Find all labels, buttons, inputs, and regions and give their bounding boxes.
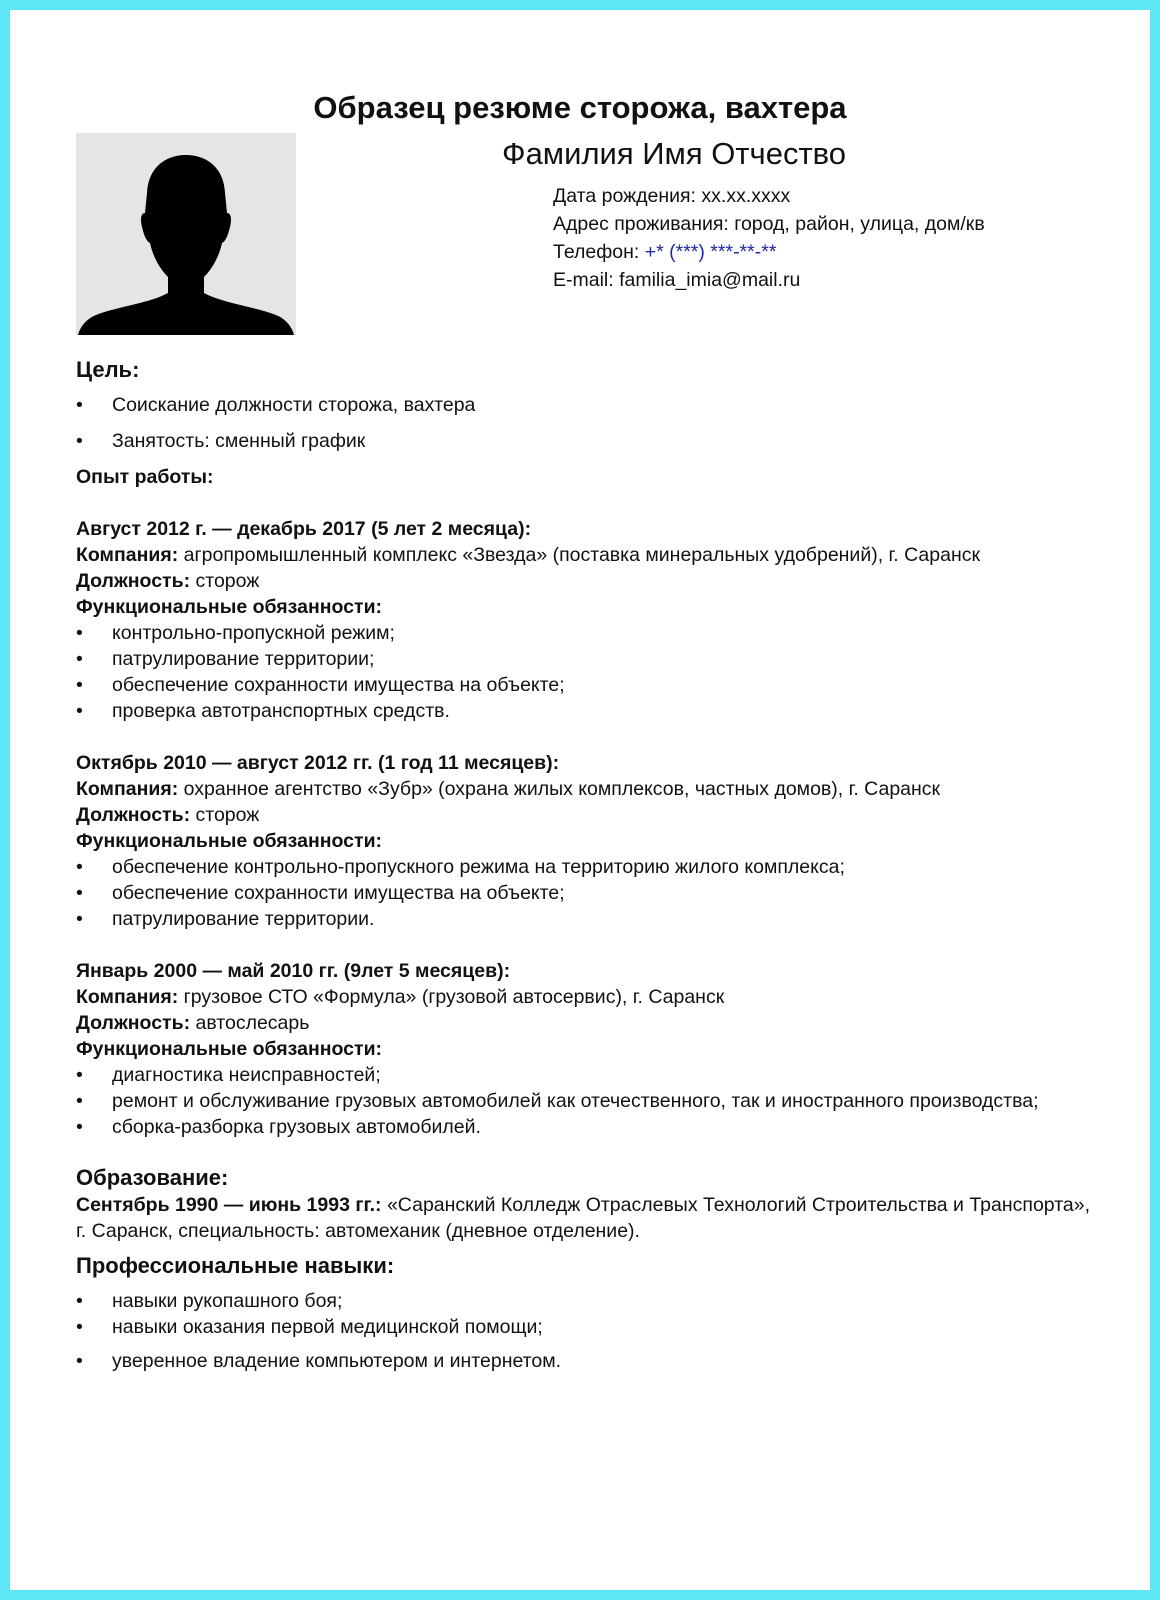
position-value: сторож xyxy=(190,570,260,592)
education-entry xyxy=(76,1192,1096,1244)
duties-label: Функциональные обязанности: xyxy=(76,596,383,618)
phone-row xyxy=(553,238,985,266)
page-title: Образец резюме сторожа, вахтера xyxy=(313,90,847,125)
list-item: • обеспечение контрольно-пропускного режима на территорию жилого комплекса; xyxy=(76,854,1096,880)
list-item: • проверка автотранспортных средств. xyxy=(76,698,1096,724)
list-item: • уверенное владение компьютером и интернетом. xyxy=(76,1348,1096,1374)
position-label: Должность: xyxy=(76,1012,191,1034)
job-company xyxy=(76,542,1096,568)
list-item: • патрулирование территории; xyxy=(76,646,1096,672)
company-value: грузовое СТО «Формула» (грузовой автосервис), г. Саранск xyxy=(178,986,725,1008)
job-period: Январь 2000 — май 2010 гг. (9лет 5 месяцев): xyxy=(76,960,511,982)
person-silhouette-icon xyxy=(76,133,296,335)
list-item: • навыки оказания первой медицинской помощи; xyxy=(76,1314,1096,1340)
list-item: • ремонт и обслуживание грузовых автомобилей как отечественного, так и иностранного производства; xyxy=(76,1088,1096,1114)
company-label: Компания: xyxy=(76,986,179,1008)
contact-block xyxy=(553,182,985,294)
birth-date-value: хх.хх.хххх xyxy=(701,185,791,207)
list-item: • Соискание должности сторожа, вахтера xyxy=(76,392,1096,418)
email-label: E-mail: xyxy=(553,269,620,291)
job-entry xyxy=(76,516,1096,724)
duties-list xyxy=(76,854,1096,932)
duties-list xyxy=(76,620,1096,724)
list-item: • патрулирование территории. xyxy=(76,906,1096,932)
resume-body xyxy=(76,350,1096,1374)
education-heading: Образование: xyxy=(76,1165,229,1190)
birth-date-row xyxy=(553,182,985,210)
job-entry xyxy=(76,750,1096,932)
list-item: • обеспечение сохранности имущества на объекте; xyxy=(76,672,1096,698)
job-period: Август 2012 г. — декабрь 2017 (5 лет 2 месяца): xyxy=(76,518,532,540)
position-value: сторож xyxy=(190,804,260,826)
list-item: • сборка-разборка грузовых автомобилей. xyxy=(76,1114,1096,1140)
job-position xyxy=(76,1010,1096,1036)
job-company xyxy=(76,776,1096,802)
list-item: • обеспечение сохранности имущества на объекте; xyxy=(76,880,1096,906)
company-label: Компания: xyxy=(76,544,179,566)
profile-photo-placeholder xyxy=(76,133,296,335)
education-text: «Саранский Колледж Отраслевых Технологий Строительства и Транспорта», г. Саранск, специальность: автомеханик (дневное отделение). xyxy=(76,1194,1091,1242)
skills-heading: Профессиональные навыки: xyxy=(76,1253,395,1278)
skills-list xyxy=(76,1288,1096,1374)
position-label: Должность: xyxy=(76,570,191,592)
email-row xyxy=(553,266,985,294)
duties-label: Функциональные обязанности: xyxy=(76,1038,383,1060)
job-entry xyxy=(76,958,1096,1140)
education-period: Сентябрь 1990 — июнь 1993 гг.: xyxy=(76,1194,382,1216)
email-value: familia_imia@mail.ru xyxy=(619,269,801,291)
company-label: Компания: xyxy=(76,778,179,800)
address-label: Адрес проживания: xyxy=(553,213,735,235)
phone-label: Телефон: xyxy=(553,241,645,263)
company-value: агропромышленный комплекс «Звезда» (поставка минеральных удобрений), г. Саранск xyxy=(178,544,980,566)
birth-date-label: Дата рождения: xyxy=(553,185,702,207)
duties-label: Функциональные обязанности: xyxy=(76,830,383,852)
experience-heading: Опыт работы: xyxy=(76,466,214,488)
job-company xyxy=(76,984,1096,1010)
goal-heading: Цель: xyxy=(76,357,140,382)
full-name: Фамилия Имя Отчество xyxy=(502,136,846,171)
address-value: город, район, улица, дом/кв xyxy=(734,213,985,235)
list-item: • Занятость: сменный график xyxy=(76,428,1096,454)
list-item: • навыки рукопашного боя; xyxy=(76,1288,1096,1314)
duties-list xyxy=(76,1062,1096,1140)
goal-list xyxy=(76,392,1096,454)
phone-link[interactable]: +* (***) ***-**-** xyxy=(644,241,777,263)
resume-page xyxy=(10,10,1150,1590)
job-period: Октябрь 2010 — август 2012 гг. (1 год 11 месяцев): xyxy=(76,752,560,774)
list-item: • диагностика неисправностей; xyxy=(76,1062,1096,1088)
position-label: Должность: xyxy=(76,804,191,826)
company-value: охранное агентство «Зубр» (охрана жилых комплексов, частных домов), г. Саранск xyxy=(178,778,941,800)
list-item: • контрольно-пропускной режим; xyxy=(76,620,1096,646)
address-row xyxy=(553,210,985,238)
job-position xyxy=(76,568,1096,594)
position-value: автослесарь xyxy=(190,1012,310,1034)
job-position xyxy=(76,802,1096,828)
